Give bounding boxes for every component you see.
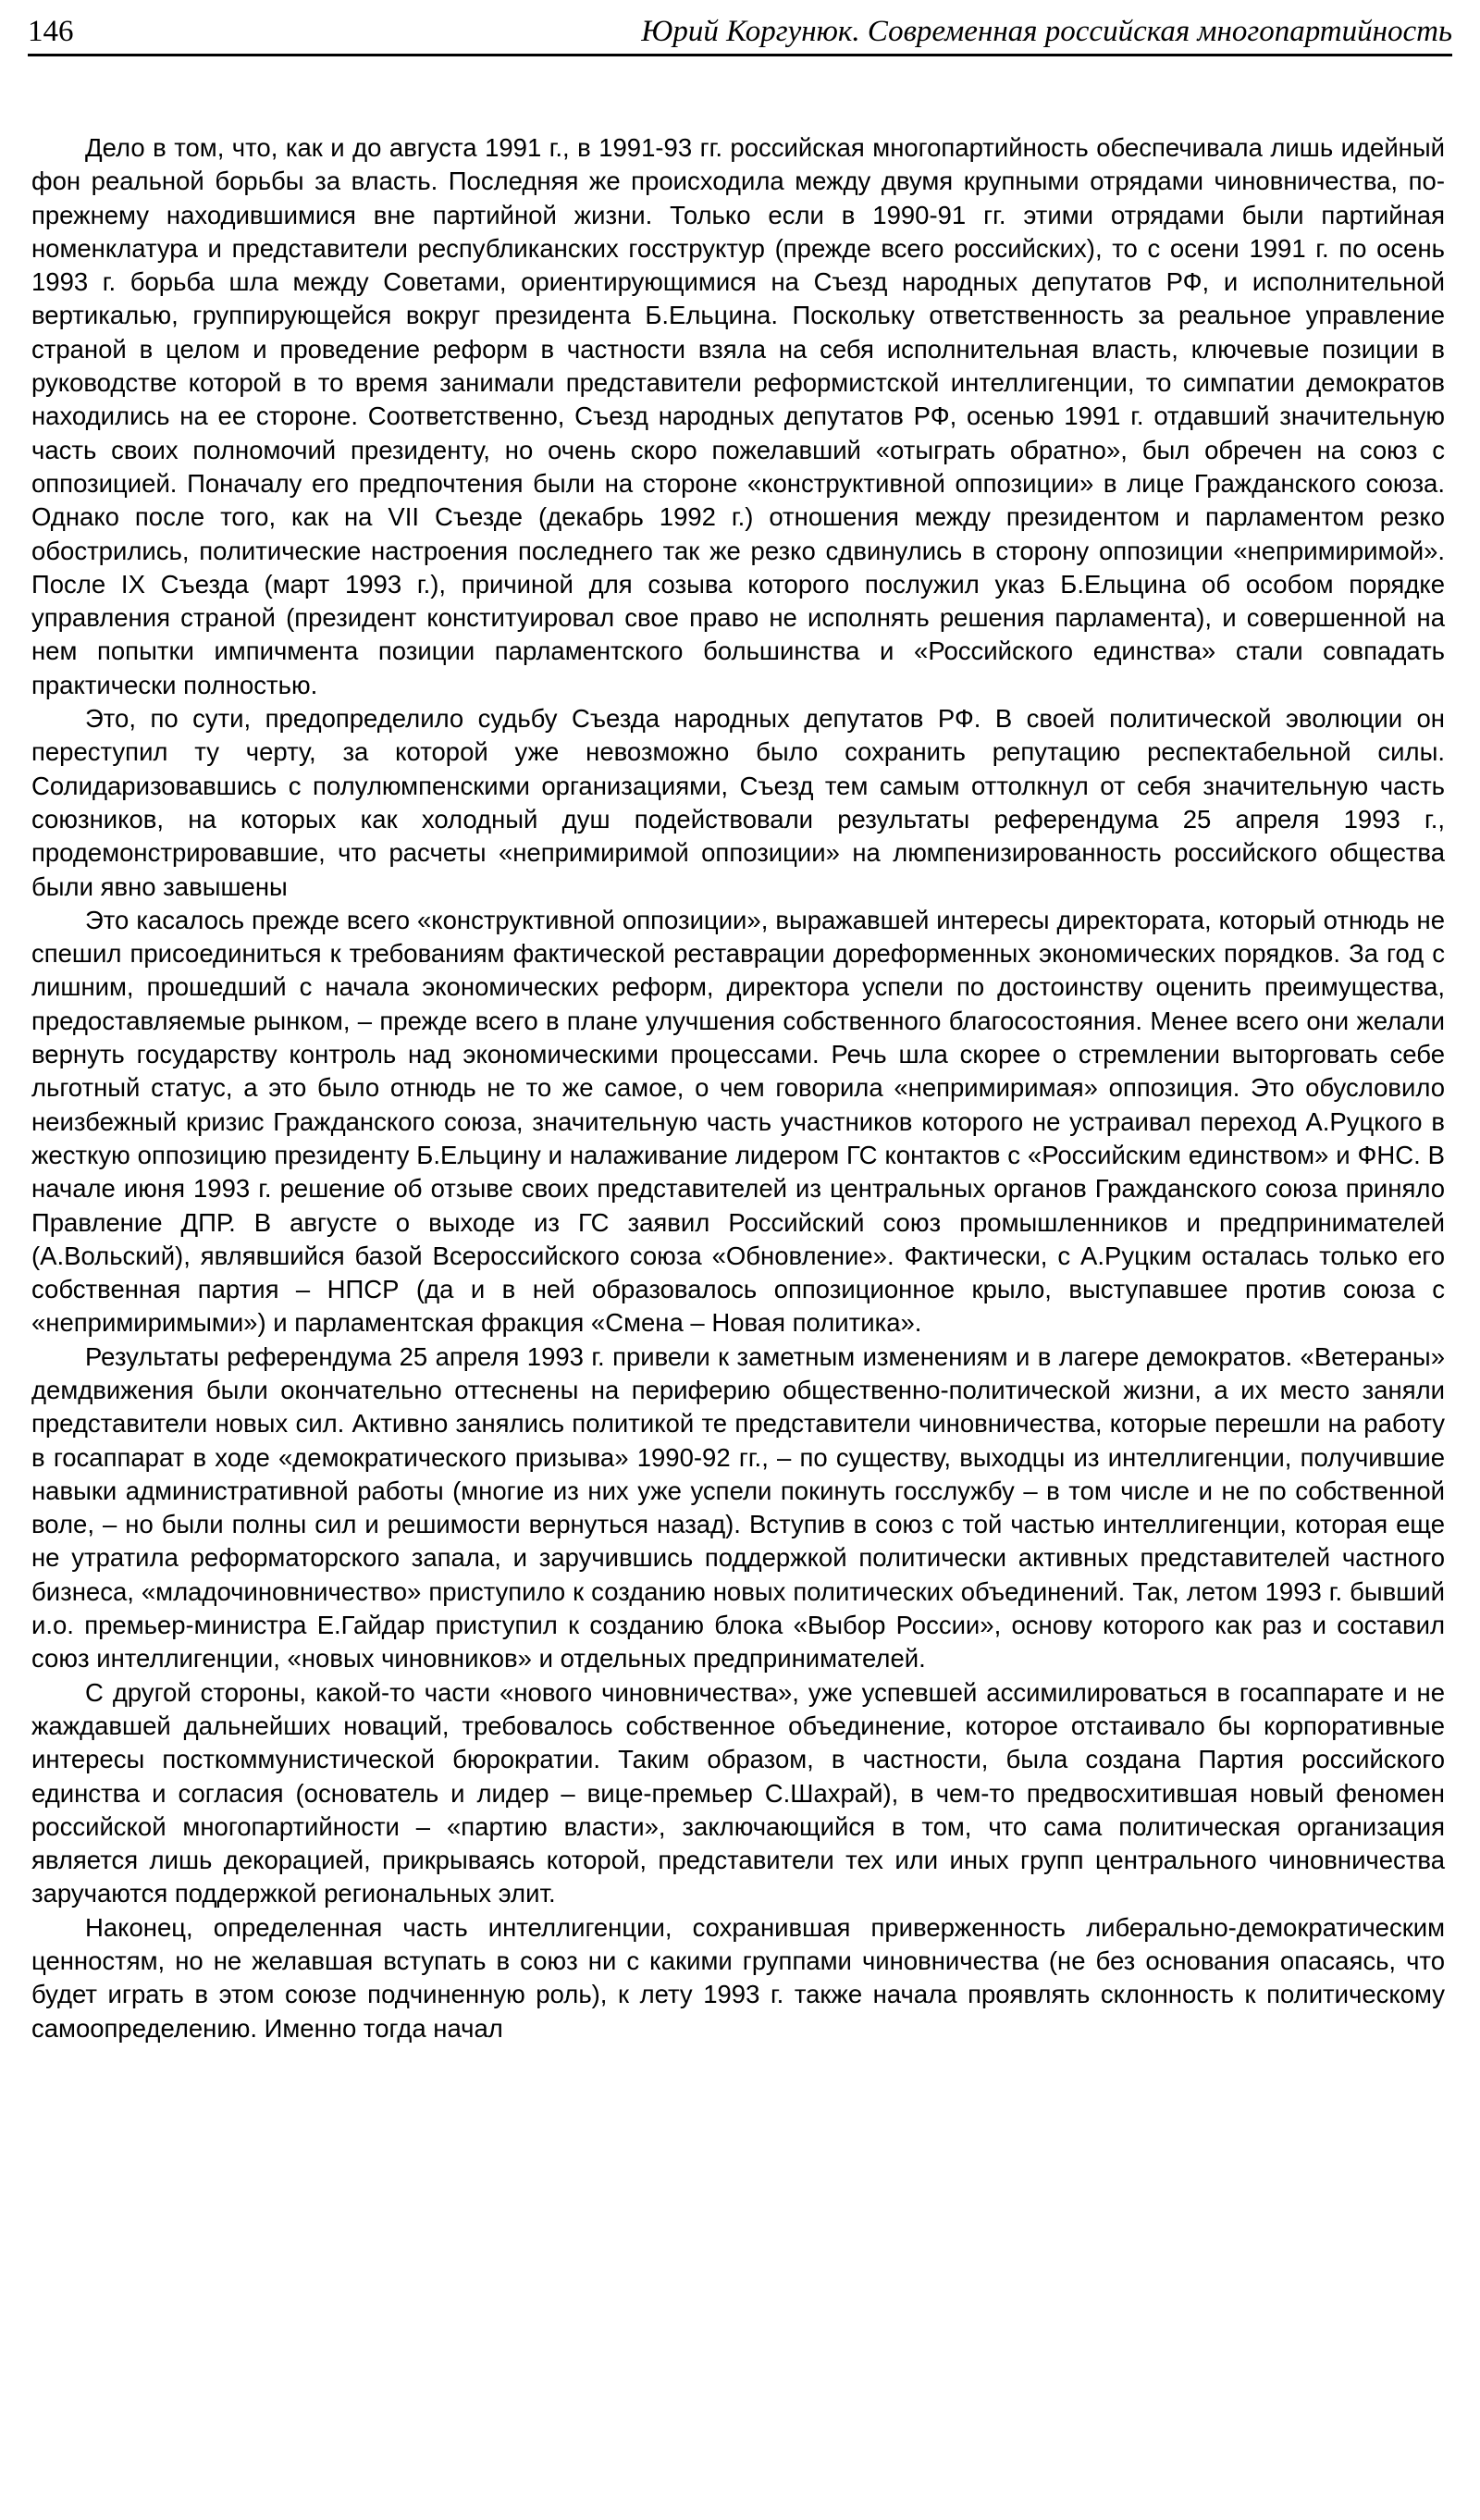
paragraph: Наконец, определенная часть интеллигенции, сохранившая приверженность либерально-демократическим ценностям, но не желавшая вступать в союз ни с какими группами чиновничества (не без основания опасаясь, что будет играть в этом союзе подчиненную роль), к лету 1993 г. также начала проявлять склонность к политическому самоопределению. Именно тогда начал (31, 1912, 1445, 2043)
paragraph: Дело в том, что, как и до августа 1991 г., в 1991-93 гг. российская многопартийность обеспечивала лишь идейный фон реальной борьбы за власть. Последняя же происходила между двумя крупными отрядами чиновничества, по-прежнему находившимися вне партийной жизни. Только если в 1990-91 гг. этими отрядами были партийная номенклатура и представители республиканских госструктур (прежде всего российских), то с осени 1991 г. по осень 1993 г. борьба шла между Советами, ориентирующимися на Съезд народных депутатов РФ, и исполнительной вертикалью, группирующейся вокруг президента Б.Ельцина. Поскольку ответственность за реальное управление страной в целом и проведение реформ в частности взяла на себя исполнительная власть, ключевые позиции в руководстве которой в то время занимали представители реформистской интеллигенции, то симпатии демократов находились на ее стороне. Соответственно, Съезд народных депутатов РФ, осенью 1991 г. отдавший значительную часть своих полномочий президенту, но очень скоро пожелавший «отыграть обратно», был обречен на союз с оппозицией. Поначалу его предпочтения были на стороне «конструктивной оппозиции» в лице Гражданского союза. Однако после того, как на VII Съезде (декабрь 1992 г.) отношения между президентом и парламентом резко обострились, политические настроения последнего так же резко сдвинулись в сторону оппозиции «непримиримой». После IX Съезда (март 1993 г.), причиной для созыва которого послужил указ Б.Ельцина об особом порядке управления страной (президент конституировал свое право не исполнять решения парламента), и совершенной на нем попытки импичмента позиции парламентского большинства и «Российского единства» стали совпадать практически полностью. (31, 133, 1445, 699)
running-title: Юрий Коргунюк. Современная российская многопартийность (641, 15, 1452, 48)
body-text (31, 131, 1445, 2045)
paragraph: С другой стороны, какой-то части «нового чиновничества», уже успевшей ассимилироваться в госаппарате и не жаждавшей дальнейших новаций, требовалось собственное объединение, которое отстаивало бы корпоративные интересы посткоммунистической бюрократии. Таким образом, в частности, была создана Партия российского единства и согласия (основатель и лидер – вице-премьер С.Шахрай), в чем-то предвосхитившая новый феномен российской многопартийности – «партию власти», заключающийся в том, что сама политическая организация является лишь декорацией, прикрываясь которой, представители тех или иных групп центрального чиновничества заручаются поддержкой региональных элит. (31, 1677, 1445, 1909)
page-number: 146 (28, 15, 74, 48)
paragraph: Результаты референдума 25 апреля 1993 г. привели к заметным изменениям и в лагере демократов. «Ветераны» демдвижения были окончательно оттеснены на периферию общественно-политической жизни, а их место заняли представители новых сил. Активно занялись политикой те представители чиновничества, которые перешли на работу в госаппарат в ходе «демократического призыва» 1990-92 гг., – по существу, выходцы из интеллигенции, получившие навыки административной работы (многие из них уже успели покинуть госслужбу – в том числе и не по собственной воле, – но были полны сил и решимости вернуться назад). Вступив в союз с той частью интеллигенции, которая еще не утратила реформаторского запала, и заручившись поддержкой политически активных представителей частного бизнеса, «младочиновничество» приступило к созданию новых политических объединений. Так, летом 1993 г. бывший и.о. премьер-министра Е.Гайдар приступил к созданию блока «Выбор России», основу которого как раз и составил союз интеллигенции, «новых чиновников» и отдельных предпринимателей. (31, 1341, 1445, 1674)
paragraph: Это, по сути, предопределило судьбу Съезда народных депутатов РФ. В своей политической эволюции он переступил ту черту, за которой уже невозможно было сохранить репутацию респектабельной силы. Солидаризовавшись с полулюмпенскими организациями, Съезд тем самым оттолкнул от себя значительную часть союзников, на которых как холодный душ подействовали результаты референдума 25 апреля 1993 г., продемонстрировавшие, что расчеты «непримиримой оппозиции» на люмпенизированность российского общества были явно завышены (31, 704, 1445, 901)
page-header (28, 13, 1452, 56)
paragraph: Это касалось прежде всего «конструктивной оппозиции», выражавшей интересы директората, который отнюдь не спешил присоединиться к требованиям фактической реставрации дореформенных экономических порядков. За год с лишним, прошедший с начала экономических реформ, директора успели по достоинству оценить преимущества, предоставляемые рынком, – прежде всего в плане улучшения собственного благосостояния. Менее всего они желали вернуть государству контроль над экономическими процессами. Речь шла скорее о стремлении выторговать себе льготный статус, а это было отнюдь не то же самое, о чем говорила «непримиримая» оппозиция. Это обусловило неизбежный кризис Гражданского союза, значительную часть участников которого не устраивал переход А.Руцкого в жесткую оппозицию президенту Б.Ельцину и налаживание лидером ГС контактов с «Российским единством» и ФНС. В начале июня 1993 г. решение об отзыве своих представителей из центральных органов Гражданского союза приняло Правление ДПР. В августе о выходе из ГС заявил Российский союз промышленников и предпринимателей (А.Вольский), являвшийся базой Всероссийского союза «Обновление». Фактически, с А.Руцким осталась только его собственная партия – НПСР (да и в ней образовалось оппозиционное крыло, выступавшее против союза с «непримиримыми») и парламентская фракция «Смена – Новая политика». (31, 905, 1445, 1338)
